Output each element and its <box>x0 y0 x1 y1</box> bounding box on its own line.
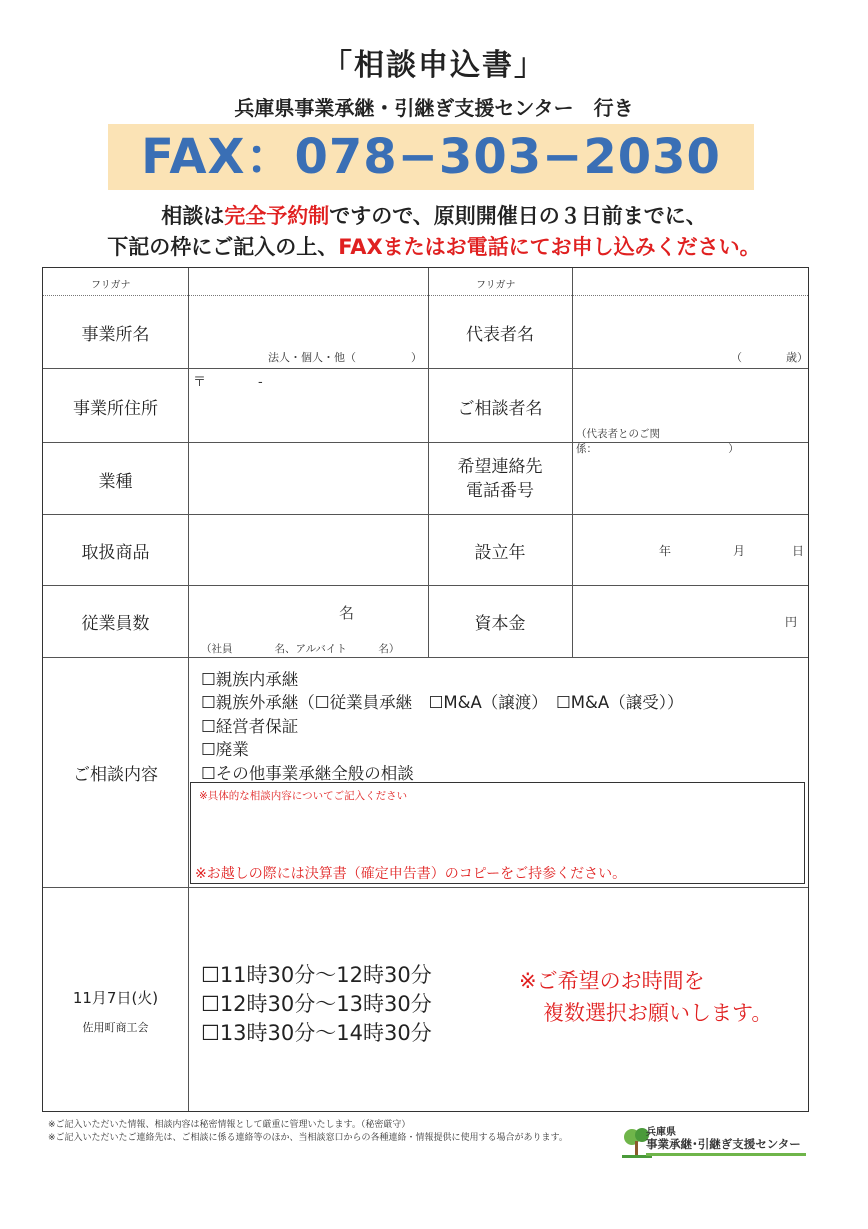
time-slot-2[interactable]: ☐12時30分～13時30分 <box>201 992 432 1016</box>
venue-label: 佐用町商工会 <box>82 1021 149 1034</box>
products-label: 取扱商品 <box>81 543 150 563</box>
notice-text: 下記の枠にご記入の上、 <box>107 235 339 259</box>
established-label: 設立年 <box>474 543 526 563</box>
employees-label: 従業員数 <box>81 614 150 634</box>
logo-text-line-1: 兵庫県 <box>646 1127 676 1138</box>
logo-underline <box>646 1153 806 1156</box>
time-slot-1[interactable]: ☐11時30分～12時30分 <box>201 963 432 987</box>
notice-text: 相談は <box>161 204 225 228</box>
column-divider <box>572 268 573 657</box>
time-note-line-1: ※ご希望のお時間を <box>519 969 705 993</box>
office-name-label: 事業所名 <box>81 325 150 345</box>
capital-unit: 円 <box>785 615 798 629</box>
capital-label: 資本金 <box>474 614 526 634</box>
office-address-label: 事業所住所 <box>73 399 158 419</box>
footer-note-2: ※ご記入いただいたご連絡先は、ご相談に係る連絡等のほか、当相談窓口からの各種連絡・情報提供に使用する場合があります。 <box>48 1133 568 1143</box>
time-slot-3[interactable]: ☐13時30分～14時30分 <box>201 1021 432 1045</box>
row-divider <box>43 657 808 658</box>
detail-note: ※具体的な相談内容についてご記入ください <box>199 790 408 802</box>
representative-label: 代表者名 <box>466 325 534 345</box>
row-divider <box>43 887 808 888</box>
relation-note: （代表者とのご関係： ） <box>576 428 739 455</box>
notice-line-1 <box>0 200 868 230</box>
postal-mark: 〒 - <box>193 375 263 390</box>
contact-label-line-2: 電話番号 <box>466 481 534 501</box>
center-logo <box>622 1123 812 1159</box>
detail-textbox[interactable] <box>190 782 805 884</box>
option-non-family-succession[interactable]: ☐親族外承継（☐従業員承継 ☐M&A（譲渡） ☐M&A（譲受）） <box>201 693 684 712</box>
form-title: 「相談申込書」 <box>322 48 546 83</box>
month-unit: 月 <box>733 544 746 558</box>
column-divider <box>188 887 189 1111</box>
consult-content-label: ご相談内容 <box>73 765 158 785</box>
notice-emphasis: FAXまたはお電話にてお申し込みください。 <box>338 235 761 259</box>
form-subtitle: 兵庫県事業承継・引継ぎ支援センター 行き <box>234 96 634 120</box>
furigana-divider <box>43 295 808 296</box>
row-divider <box>43 585 808 586</box>
office-type-note: 法人・個人・他（ ） <box>268 351 422 364</box>
notice-emphasis: 完全予約制 <box>224 204 330 228</box>
time-note-line-2: 複数選択お願いします。 <box>543 1001 773 1025</box>
option-manager-guarantee[interactable]: ☐経営者保証 <box>201 717 299 736</box>
day-unit: 日 <box>792 544 805 558</box>
age-note: （ 歳） <box>731 351 808 364</box>
year-unit: 年 <box>659 544 672 558</box>
fax-number: FAX：078−303−2030 <box>141 129 721 185</box>
furigana-label-right: フリガナ <box>476 280 516 291</box>
contact-label-line-1: 希望連絡先 <box>457 457 543 477</box>
notice-line-2 <box>0 231 868 261</box>
industry-label: 業種 <box>98 472 133 492</box>
consultant-name-label: ご相談者名 <box>457 399 543 419</box>
row-divider <box>43 368 808 369</box>
employees-note: （社員 名、アルバイト 名） <box>201 643 400 655</box>
logo-text-line-2: 事業承継･引継ぎ支援センター <box>646 1137 801 1151</box>
option-family-succession[interactable]: ☐親族内承継 <box>201 670 299 689</box>
row-divider <box>43 514 808 515</box>
option-closure[interactable]: ☐廃業 <box>201 740 249 759</box>
column-divider <box>188 268 189 887</box>
date-label: 11月7日(火) <box>72 989 159 1007</box>
contact-label <box>428 455 572 503</box>
notice-text: ですので、原則開催日の３日前までに、 <box>329 204 707 228</box>
option-other[interactable]: ☐その他事業承継全般の相談 <box>201 764 414 783</box>
bring-documents-note: ※お越しの際には決算書（確定申告書）のコピーをご持参ください。 <box>195 866 627 882</box>
footer-note-1: ※ご記入いただいた情報、相談内容は秘密情報として厳重に管理いたします。（秘密厳守） <box>48 1120 411 1130</box>
application-form-table <box>42 267 809 1112</box>
furigana-label-left: フリガナ <box>91 280 131 291</box>
employees-unit: 名 <box>339 604 355 622</box>
